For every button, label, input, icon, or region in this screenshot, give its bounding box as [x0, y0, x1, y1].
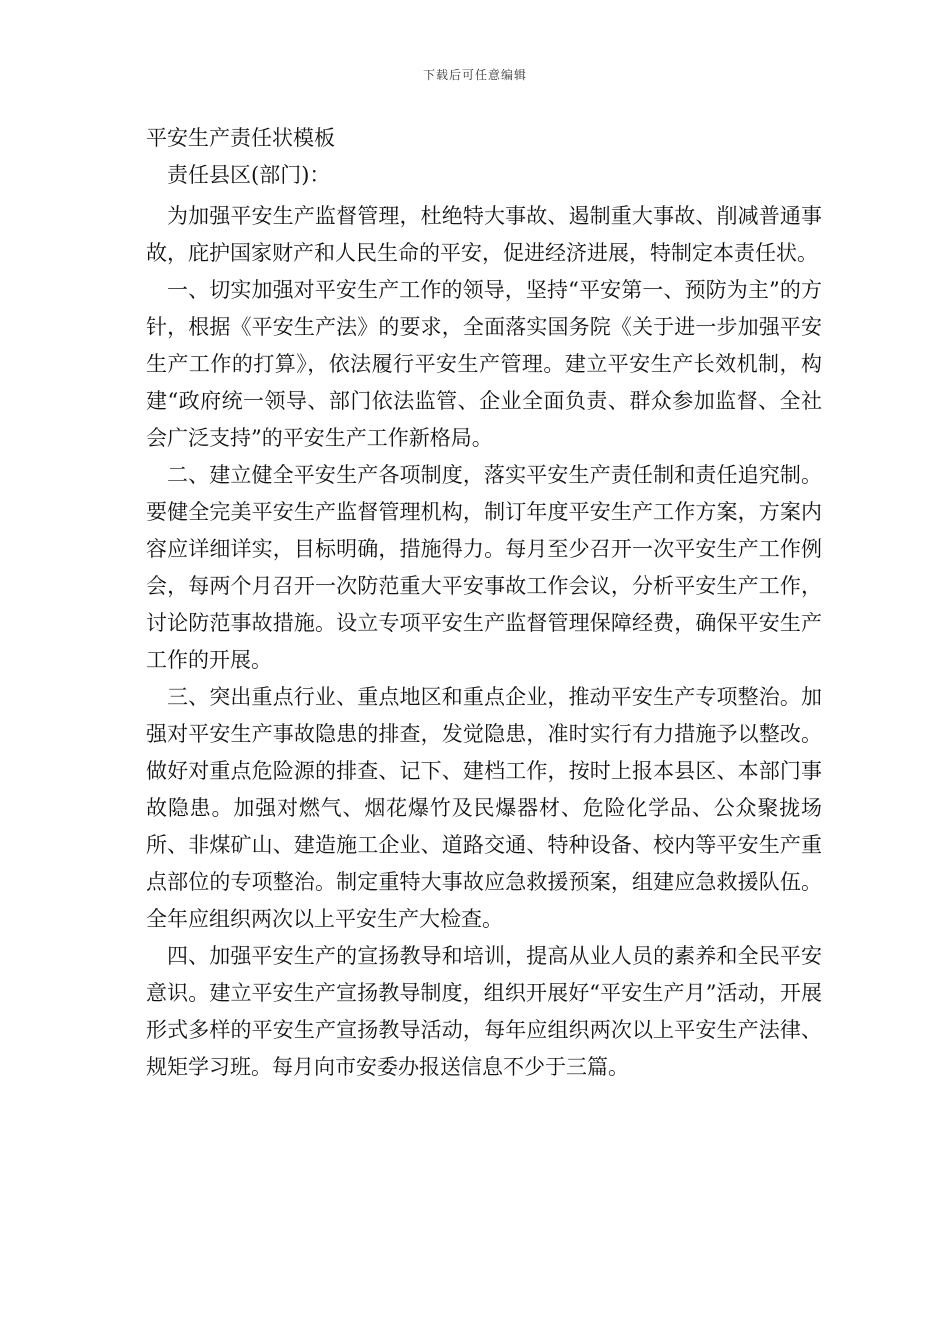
section-paragraph-1: 一、切实加强对平安生产工作的领导，坚持“平安第一、预防为主”的方针，根据《平安生产法》的要求，全面落实国务院《关于进一步加强平安生产工作的打算》，依法履行平安生产管理。建立平安生产长效机制，构建“政府统一领导、部门依法监管、企业全面负责、群众参加监督、全社会广泛支持”的平安生产工作新格局。	[146, 278, 822, 450]
header-note: 下载后可任意编辑	[422, 68, 527, 82]
section-paragraph-2: 二、建立健全平安生产各项制度，落实平安生产责任制和责任追究制。要健全完美平安生产监督管理机构，制订年度平安生产工作方案，方案内容应详细详实，目标明确，措施得力。每月至少召开一次平安生产工作例会，每两个月召开一次防范重大平安事故工作会议，分析平安生产工作，讨论防范事故措施。设立专项平安生产监督管理保障经费，确保平安生产工作的开展。	[146, 463, 822, 672]
section-paragraph-3: 三、突出重点行业、重点地区和重点企业，推动平安生产专项整治。加强对平安生产事故隐患的排查，发觉隐患，准时实行有力措施予以整改。做好对重点危险源的排查、记下、建档工作，按时上报本县区、本部门事故隐患。加强对燃气、烟花爆竹及民爆器材、危险化学品、公众聚拢场所、非煤矿山、建造施工企业、道路交通、特种设备、校内等平安生产重点部位的专项整治。制定重特大事故应急救援预案，组建应急救援队伍。全年应组织两次以上平安生产大检查。	[146, 685, 822, 931]
section-paragraph-4: 四、加强平安生产的宣扬教导和培训，提高从业人员的素养和全民平安意识。建立平安生产宣扬教导制度，组织开展好“平安生产月”活动，开展形式多样的平安生产宣扬教导活动，每年应组织两次以上平安生产法律、规矩学习班。每月向市安委办报送信息不少于三篇。	[146, 944, 822, 1079]
document-title: 平安生产责任状模板	[146, 126, 335, 150]
intro-paragraph: 为加强平安生产监督管理，杜绝特大事故、遏制重大事故、削减普通事故，庇护国家财产和人民生命的平安，促进经济进展，特制定本责任状。	[146, 204, 822, 265]
document-body	[146, 120, 822, 1086]
responsible-department-line: 责任县区(部门)：	[167, 163, 331, 187]
